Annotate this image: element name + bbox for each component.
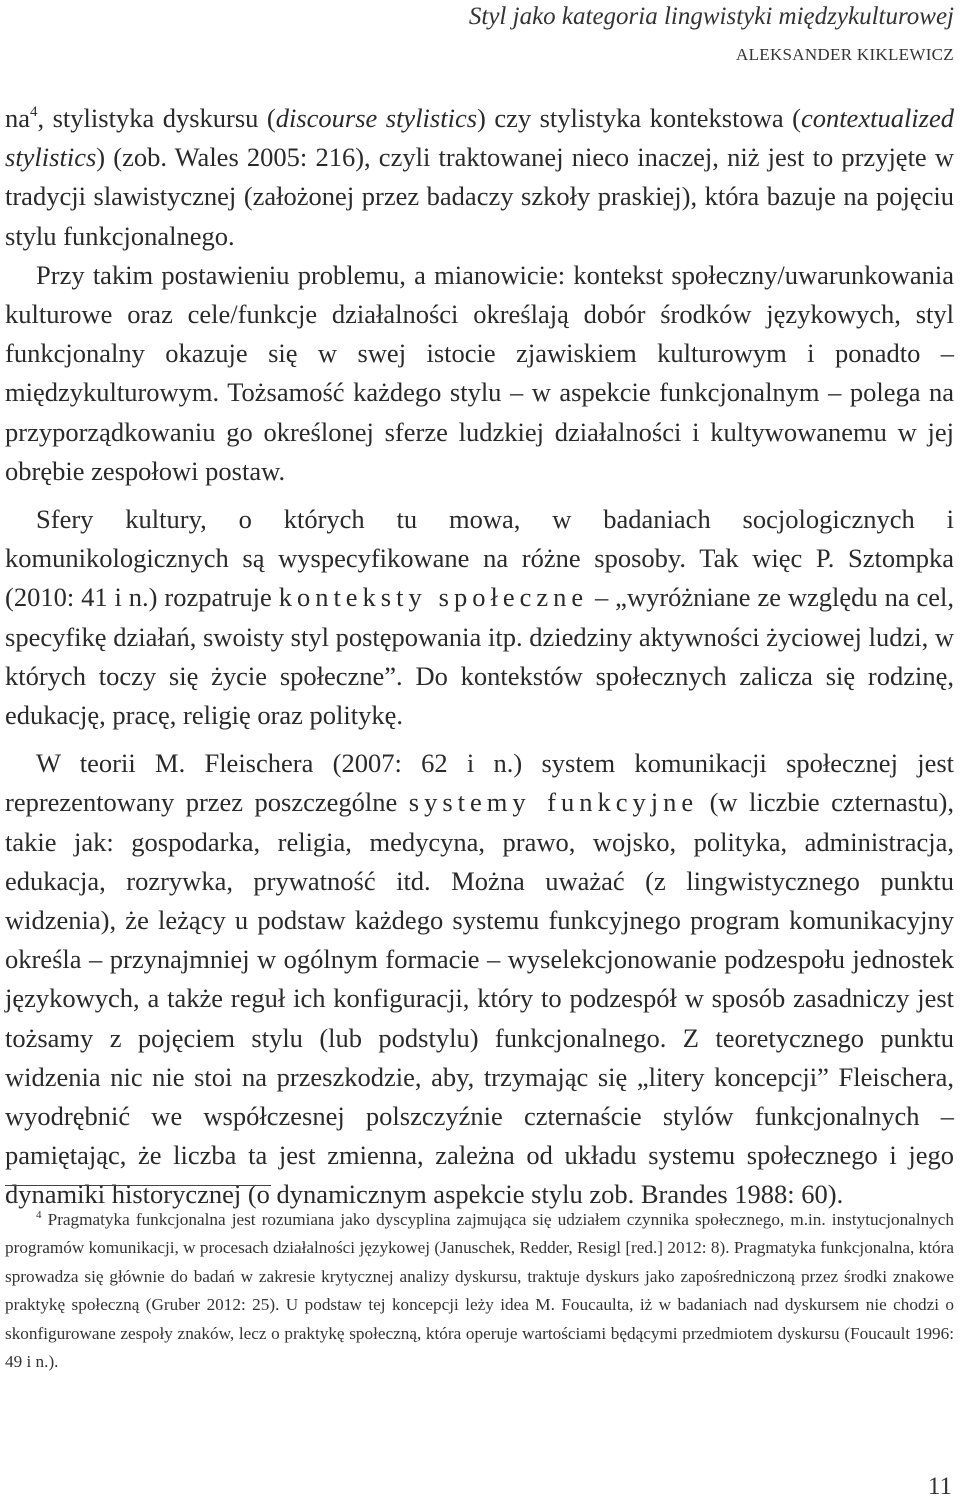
paragraph-4	[5, 744, 954, 1214]
italic-term: contextualized stylistics	[5, 103, 954, 173]
text-run: , stylistyka dyskursu (	[37, 103, 276, 133]
spaced-term: systemy funkcyjne	[408, 787, 699, 818]
main-text	[5, 99, 954, 1215]
paragraph-2: Przy takim postawieniu problemu, a mianowicie: kontekst społeczny/uwarunkowania kulturowe oraz cele/funkcje działalności określają dobór środków językowych, styl funkcjonalny okazuje się w swej istocie zjawiskiem kulturowym i ponadto – międzykulturowym. Tożsamość każdego stylu – w aspekcie funkcjonalnym – polega na przyporządkowaniu go określonej sferze ludzkiej działalności i kultywowanemu w jej obrębie zespołowi postaw.	[5, 259, 954, 486]
page-number: 11	[927, 1473, 952, 1500]
spaced-term: konteksty społeczne	[278, 582, 589, 613]
footnote-text: Pragmatyka funkcjonalna jest rozumiana jako dyscyplina zajmująca się udziałem czynnika społecznego, m.in. instytucjonalnych programów komunikacji, w procesach działalności językowej (Januschek, Redder, Resigl [red.] 2012: 8). Pragmatyka funkcjonalna, która sprowadza się głównie do badań w zakresie krytycznej analizy dyskursu, traktuje dyskurs jako zapośredniczoną przez środki znakowe praktykę społeczną (Gruber 2012: 25). U podstaw tej koncepcji leży idea M. Foucaulta, iż w badaniach nad dyskursem nie chodzi o skonfigurowane zespoły znaków, lecz o praktykę społeczną, która operuje wartościami będącymi przedmiotem dyskursu (Foucault 1996: 49 i n.).	[5, 1210, 954, 1372]
paragraph-3	[5, 500, 954, 735]
footnote-number: 4	[36, 1209, 42, 1221]
footnote-4	[5, 1206, 954, 1376]
text-run: Sfery kultury, o których tu mowa, w badaniach socjologicznych i komunikologicznych są wyspecyfikowane na różne sposoby. Tak więc P. Sztompka (2010: 41 i n.) rozpatruje	[5, 504, 954, 613]
italic-term: discourse stylistics	[275, 103, 478, 133]
text-run: na	[5, 103, 31, 133]
paragraph-1	[5, 99, 954, 256]
text-run: W teorii M. Fleischera (2007: 62 i n.) system komunikacji społecznej jest reprezentowany przez poszczególne	[5, 748, 954, 818]
running-header-title: Styl jako kategoria lingwistyki międzykulturowej	[468, 3, 954, 30]
running-header-author: ALEKSANDER KIKLEWICZ	[736, 45, 954, 64]
footnote-marker[interactable]: 4	[30, 104, 38, 120]
footnote-separator	[5, 1185, 271, 1186]
text-run: ) (zob. Wales 2005: 216), czyli traktowanej nieco inaczej, niż jest to przyjęte w tradycji slawistycznej (założonej przez badaczy szkoły praskiej), która bazuje na pojęciu stylu funkcjonalnego.	[5, 142, 954, 251]
text-run: – „wyróżniane ze względu na cel, specyfikę działań, swoisty styl postępowania itp. dziedziny aktywności życiowej ludzi, w których toczy się życie społeczne”. Do kontekstów społecznych zalicza się rodzinę, edukację, pracę, religię oraz politykę.	[5, 582, 954, 731]
text-run: (w liczbie czternastu), takie jak: gospodarka, religia, medycyna, prawo, wojsko, polityka, administracja, edukacja, rozrywka, prywatność itd. Można uważać (z lingwistycznego punktu widzenia), że leżący u podstaw każdego systemu funkcyjnego program komunikacyjny określa – przynajmniej w ogólnym formacie – wyselekcjonowanie podzespołu jednostek językowych, a także reguł ich konfiguracji, który to podzespół w sposób zasadniczy jest tożsamy z pojęciem stylu (lub podstylu) funkcjonalnego. Z teoretycznego punktu widzenia nic nie stoi na przeszkodzie, aby, trzymając się „litery koncepcji” Fleischera, wyodrębnić we współczesnej polszczyźnie czternaście stylów funkcjonalnych – pamiętając, że liczba ta jest zmienna, zależna od układu systemu społecznego i jego dynamiki historycznej (o dynamicznym aspekcie stylu zob. Brandes 1988: 60).	[5, 787, 954, 1210]
footnote	[5, 1206, 954, 1376]
text-run: ) czy stylistyka kontekstowa (	[477, 103, 801, 133]
